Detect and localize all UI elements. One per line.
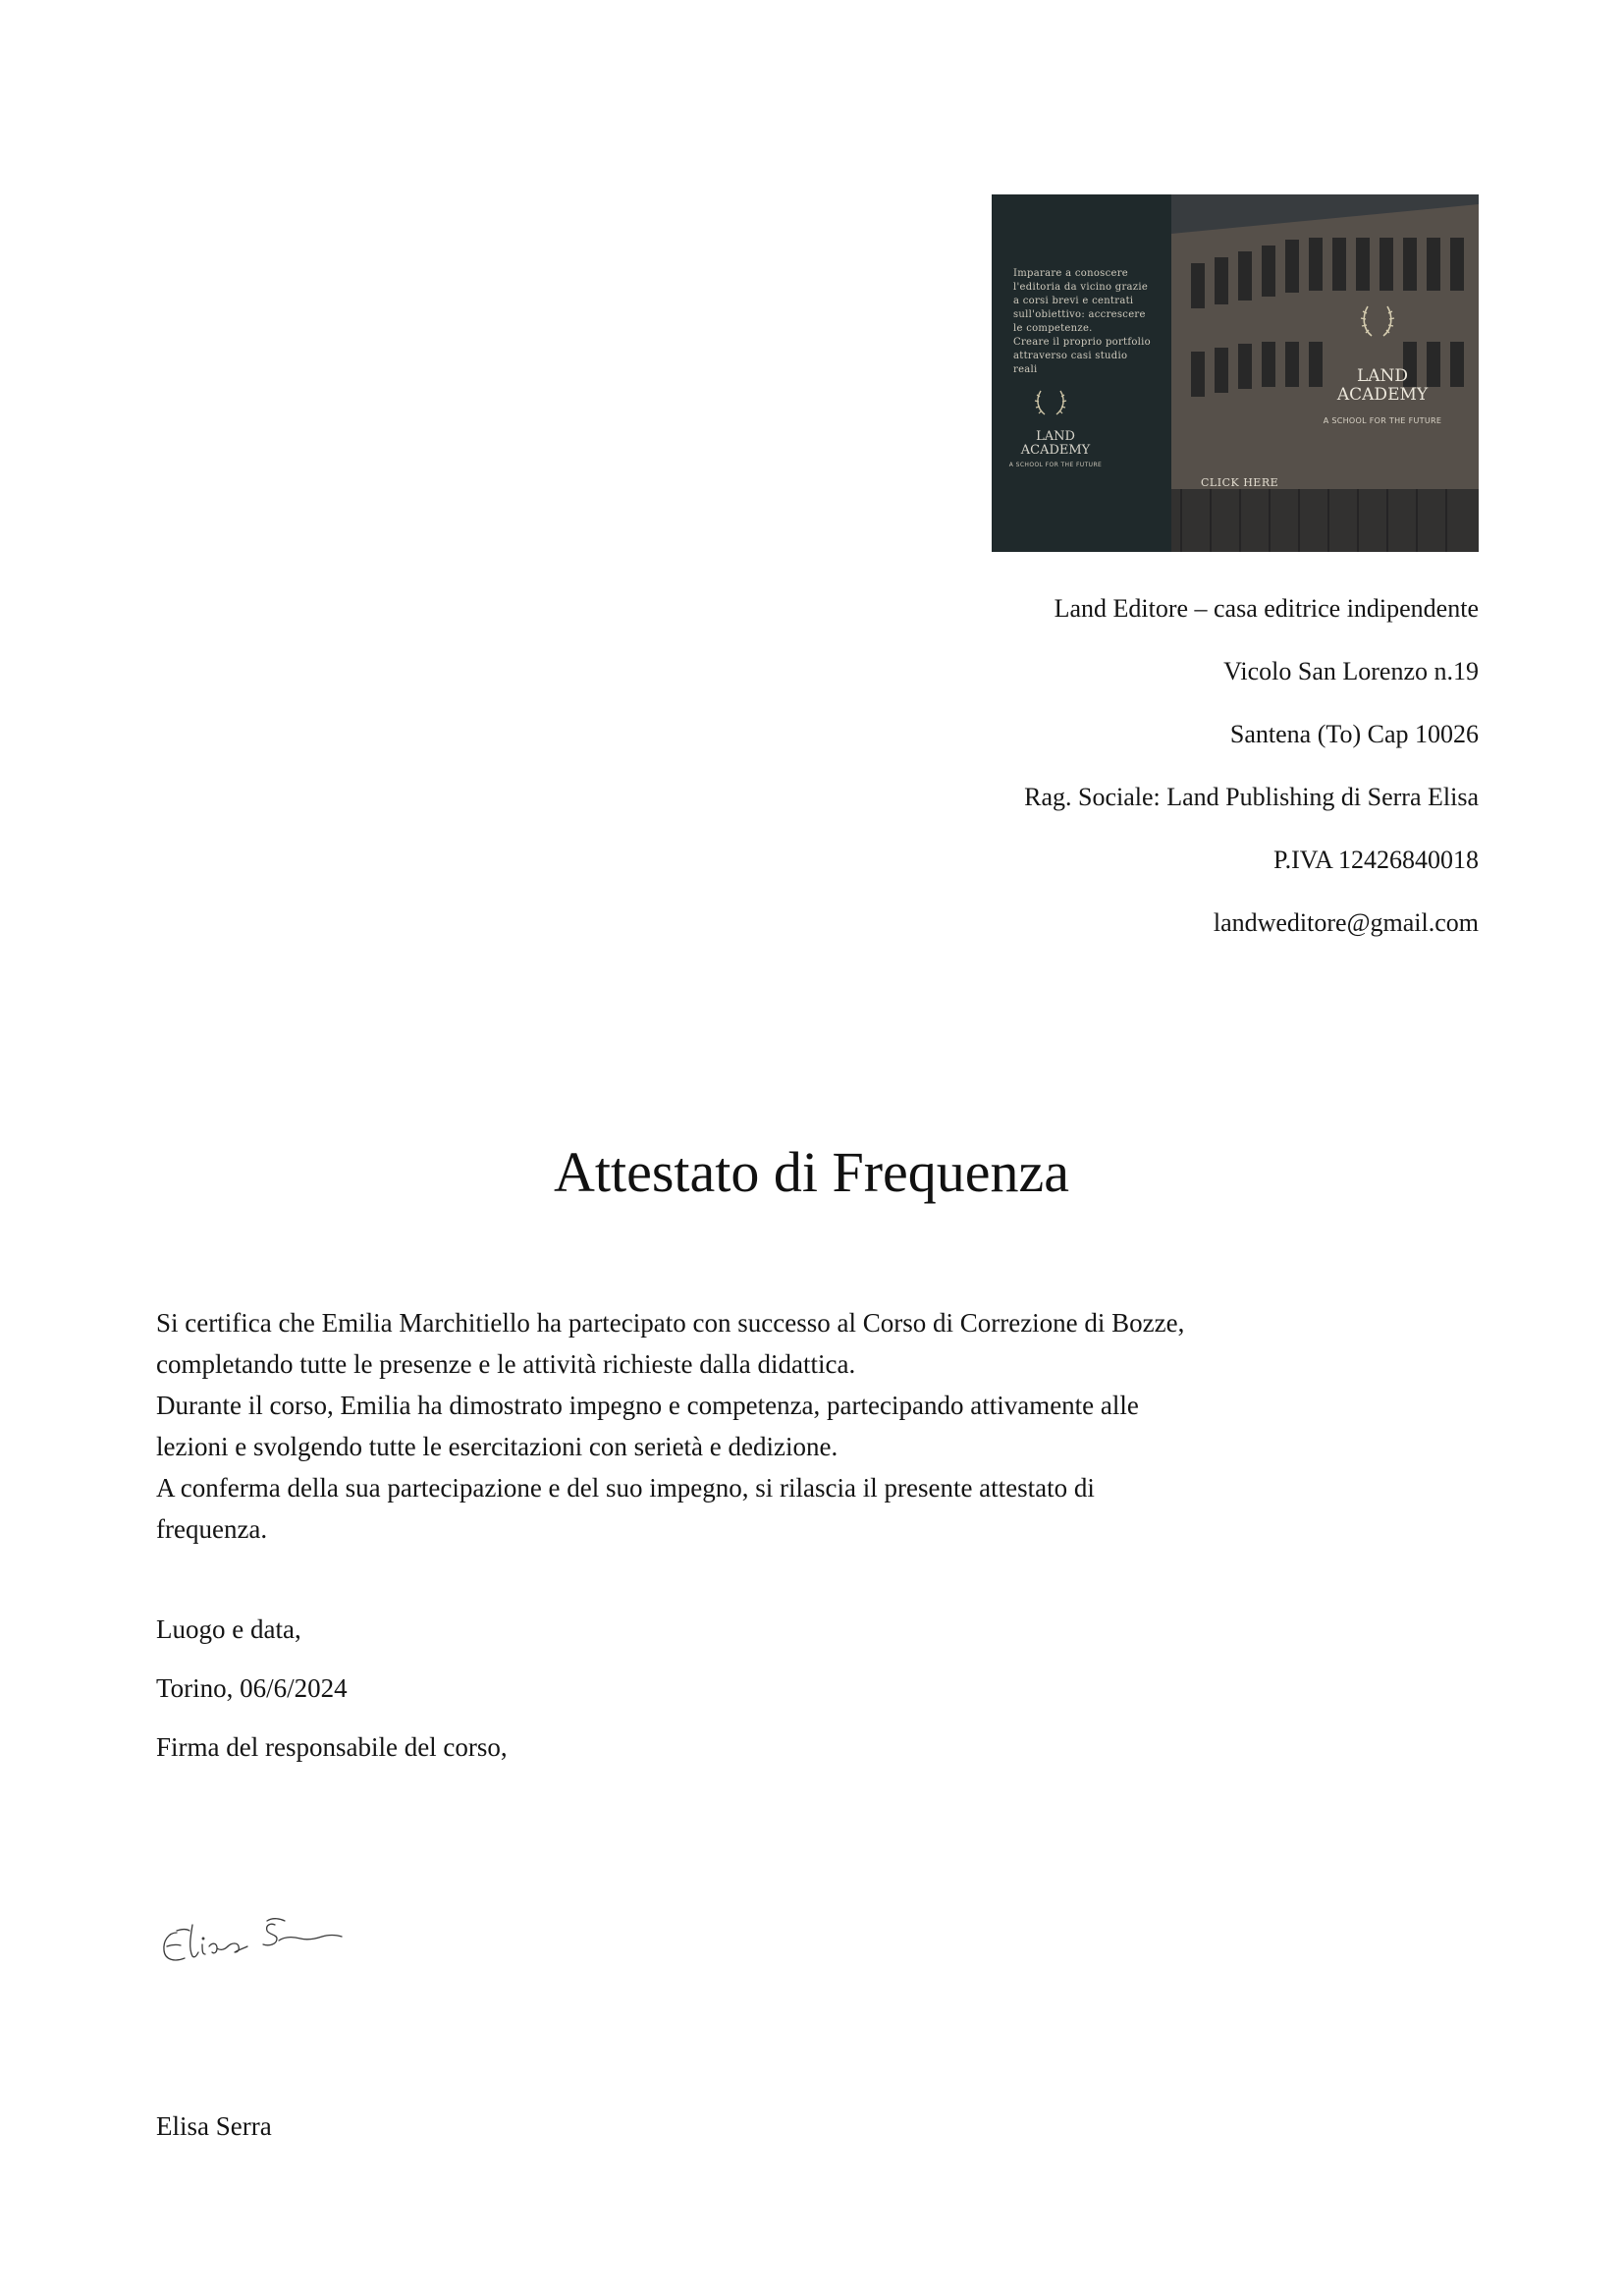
blurb-line: Creare il proprio portfolio (1013, 337, 1152, 348)
banner-text-panel (992, 194, 1171, 552)
banner-logo-text (992, 430, 1119, 458)
address-line: Rag. Sociale: Land Publishing di Serra Elisa (1024, 783, 1479, 811)
logo-tagline: A SCHOOL FOR THE FUTURE (1008, 462, 1103, 468)
body-line: frequenza. (156, 1514, 268, 1544)
body-line: completando tutte le presenze e le attività richieste dalla didattica. (156, 1349, 856, 1379)
handwritten-signature (155, 1911, 440, 1974)
laurel-icon (1358, 302, 1397, 338)
address-line: P.IVA 12426840018 (1272, 846, 1479, 874)
blurb-line: sull'obiettivo: accrescere (1013, 309, 1146, 320)
land-academy-banner[interactable] (992, 194, 1479, 552)
click-here-link[interactable]: CLICK HERE (1201, 476, 1279, 489)
laurel-icon (1031, 387, 1070, 416)
logo-line-academy: ACADEMY (1020, 443, 1091, 458)
blurb-line: l'editoria da vicino grazie (1013, 282, 1149, 293)
blurb-line: le competenze. (1013, 323, 1093, 334)
body-line: Durante il corso, Emilia ha dimostrato impegno e competenza, partecipando attivamente alle (156, 1391, 1139, 1420)
place-date-label: Luogo e data, (156, 1614, 301, 1644)
signatory-name: Elisa Serra (156, 2111, 272, 2141)
blurb-line: a corsi brevi e centrati (1013, 296, 1134, 306)
banner-blurb (1013, 267, 1161, 377)
certificate-body (156, 1302, 1491, 1550)
body-line: A conferma della sua partecipazione e del suo impegno, si rilascia il presente attestato di (156, 1473, 1095, 1503)
logo-line-land: LAND (1036, 429, 1075, 444)
address-line: Santena (To) Cap 10026 (1229, 720, 1479, 748)
banner-logo-text-large (1319, 367, 1446, 405)
address-line: Vicolo San Lorenzo n.19 (1223, 657, 1479, 685)
body-line: lezioni e svolgendo tutte le esercitazioni con serietà e dedizione. (156, 1432, 839, 1461)
blurb-line: reali (1013, 364, 1038, 375)
blurb-line: attraverso casi studio (1013, 351, 1128, 361)
email-link[interactable]: landweditore@gmail.com (1213, 908, 1479, 937)
document-title: Attestato di Frequenza (553, 1140, 1070, 1204)
logo-tagline: A SCHOOL FOR THE FUTURE (1323, 416, 1442, 425)
body-line: Si certifica che Emilia Marchitiello ha partecipato con successo al Corso di Correzione di Bozze, (156, 1308, 1185, 1338)
banner-photo-panel (1171, 194, 1479, 552)
logo-line-land: LAND (1356, 366, 1409, 386)
place-date: Torino, 06/6/2024 (156, 1673, 348, 1703)
publisher-address (1024, 577, 1479, 955)
logo-line-academy: ACADEMY (1336, 385, 1429, 405)
address-line: Land Editore – casa editrice indipendente (1054, 594, 1479, 623)
blurb-line: Imparare a conoscere (1013, 268, 1128, 279)
signature-label: Firma del responsabile del corso, (156, 1732, 508, 1762)
